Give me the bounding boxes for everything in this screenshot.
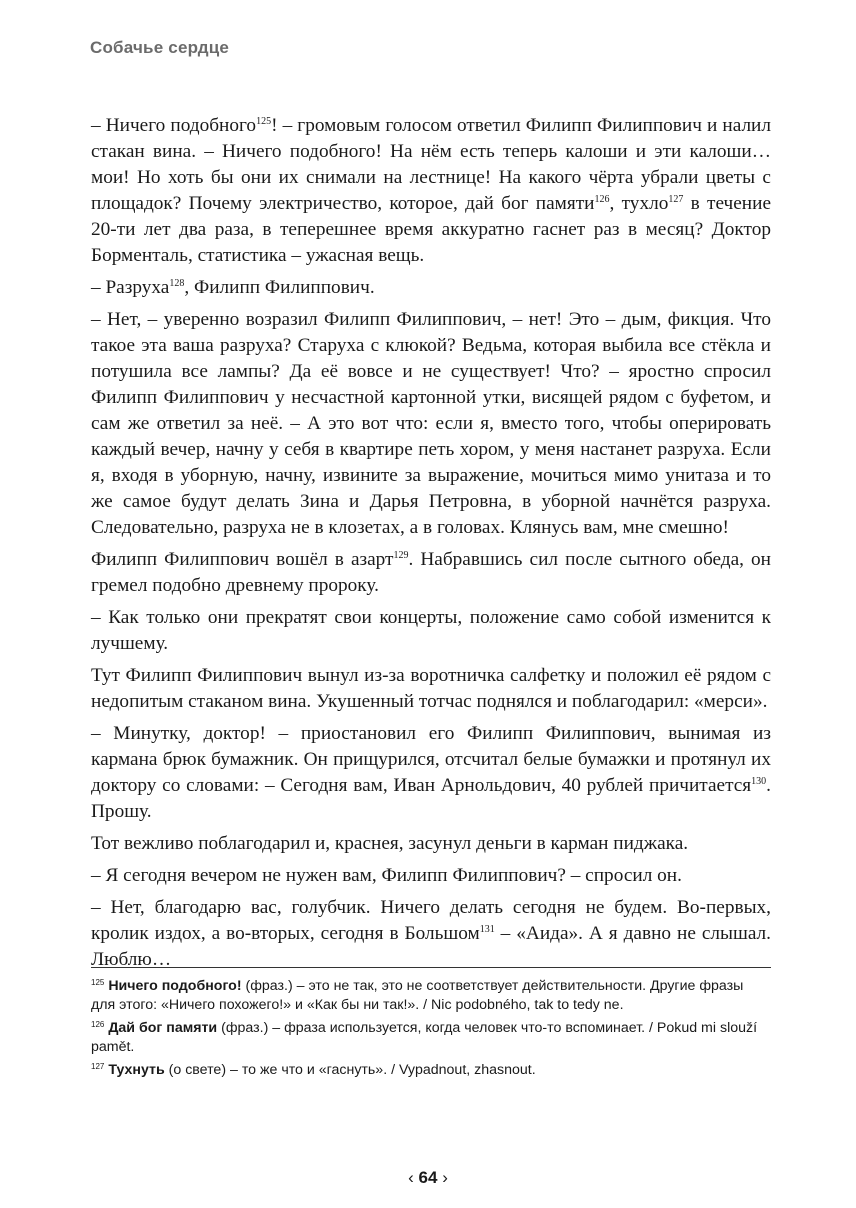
footnote-term: Ничего подобного! [108,978,242,994]
text-run: (о свете) – то же что и «гаснуть». / Vypadnout, zhasnout. [164,1062,536,1078]
text-run: (фраз.) – фраза используется, когда человек что-то вспоминает. / Pokud mi slouží pamět. [91,1020,758,1055]
footnote-ref: 125 [91,978,105,987]
footnote-ref: 126 [594,194,610,205]
text-run: – Разруха [91,277,170,298]
page-number-right-mark: › [442,1168,448,1187]
paragraph [91,547,771,599]
text-run: . Набравшись сил после сытного обеда, он гремел подобно древнему пророку. [91,549,771,596]
footnote [91,1019,771,1057]
page-number-left-mark: ‹ [408,1168,414,1187]
paragraph [91,275,771,301]
footnote-ref: 130 [751,776,767,787]
text-run: Тут Филипп Филиппович вынул из-за воротничка салфетку и положил её рядом с недопитым стаканом вина. Укушенный тотчас поднялся и поблагодарил: «мерси». [91,665,771,712]
text-run: Филипп Филиппович вошёл в азарт [91,549,394,570]
page-number [0,1168,856,1188]
paragraph [91,895,771,973]
paragraph [91,605,771,657]
main-text [91,113,771,979]
paragraph [91,307,771,541]
footnote [91,1061,771,1080]
footnote-ref: 127 [668,194,684,205]
paragraph [91,831,771,857]
text-run: – Нет, – уверенно возразил Филипп Филиппович, – нет! Это – дым, фикция. Что такое эта ваша разруха? Старуха с клюкой? Ведьма, которая выбила все стёкла и потушила все лампы? Да её вовсе и не существует! Что? – яростно спросил Филипп Филиппович у несчастной картонной утки, висящей рядом с буфетом, и сам же ответил за неё. – А это вот что: если я, вместо того, чтобы оперировать каждый вечер, начну у себя в квартире петь хором, у меня настанет разруха. Если я, входя в уборную, начну, извините за выражение, мочиться мимо унитаза и то же самое будут делать Зина и Дарья Петровна, в уборной начнётся разруха. Следовательно, разруха не в клозетах, а в головах. Клянусь вам, мне смешно! [91,309,771,538]
footnote-ref: 128 [169,278,185,289]
text-run: . Прошу. [91,775,771,822]
paragraph [91,863,771,889]
text-run: ! – громовым голосом ответил Филипп Филиппович и налил стакан вина. – Ничего подобного! На нём есть теперь калоши и эти калоши… мои! Но хоть бы они их снимали на лестнице! На какого чёрта убрали цветы с площадок? Почему электричество, которое, дай бог памяти [91,115,772,214]
footnote-ref: 129 [393,550,409,561]
footnote-divider [91,967,771,968]
text-run: – Нет, благодарю вас, голубчик. Ничего делать сегодня не будем. Во-первых, кролик издох, а во-вторых, сегодня в Большом [91,897,771,944]
footnote-ref: 131 [479,924,495,935]
text-run: – Ничего подобного [91,115,257,136]
text-run: – «Аида». А я давно не слышал. Люблю… [91,923,771,970]
text-run: , Филипп Филиппович. [184,277,375,298]
text-run: в течение 20-ти лет два раза, в теперешнее время аккуратно гаснет раз в месяц? Доктор Борменталь, статистика – ужасная вещь. [91,193,772,266]
footnote-term: Тухнуть [108,1062,165,1078]
text-run: , тухло [609,193,669,214]
text-run: Тот вежливо поблагодарил и, краснея, засунул деньги в карман пиджака. [91,833,689,854]
footnote [91,977,771,1015]
paragraph [91,113,771,269]
footnote-term: Дай бог памяти [108,1020,218,1036]
text-run: – Я сегодня вечером не нужен вам, Филипп Филиппович? – спросил он. [91,865,682,886]
running-header: Собачье сердце [90,38,230,57]
footnote-ref: 127 [91,1062,105,1071]
text-run: – Как только они прекратят свои концерты, положение само собой изменится к лучшему. [91,607,771,654]
paragraph [91,663,771,715]
footnotes [91,977,771,1084]
page-number-value: 64 [418,1168,438,1187]
text-run: (фраз.) – это не так, это не соответствует действительности. Другие фразы для этого: «Ничего похожего!» и «Как бы ни так!». / Nic podobného, tak to tedy ne. [91,978,744,1013]
paragraph [91,721,771,825]
footnote-ref: 126 [91,1020,105,1029]
footnote-ref: 125 [256,116,272,127]
text-run: – Минутку, доктор! – приостановил его Филипп Филиппович, вынимая из кармана брюк бумажник. Он прищурился, отсчитал белые бумажки и протянул их доктору со словами: – Сегодня вам, Иван Арнольдович, 40 рублей причитается [91,723,771,796]
